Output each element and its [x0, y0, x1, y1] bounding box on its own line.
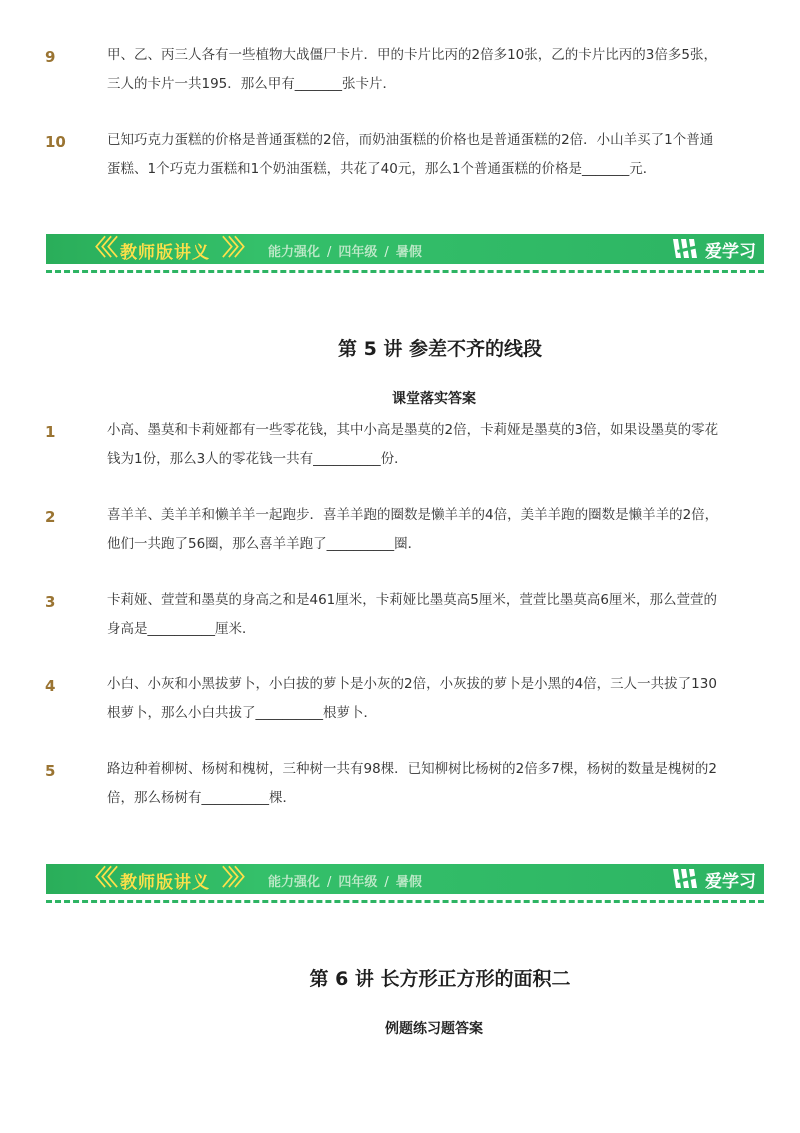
breadcrumb-item: 暑假 [395, 875, 422, 890]
question-text: 小高、墨莫和卡莉娅都有一些零花钱，其中小高是墨莫的2倍，卡莉娅是墨莫的3倍，如果设墨莫的零花钱为1份，那么3人的零花钱一共有__________份． [107, 422, 719, 467]
breadcrumb-item: 能力强化 [268, 245, 321, 260]
brand-logo [671, 866, 756, 892]
question-number: 9 [45, 48, 56, 66]
breadcrumb [268, 241, 422, 260]
breadcrumb-item: 四年级 [338, 875, 378, 890]
question-number: 4 [45, 677, 56, 695]
breadcrumb-item: 四年级 [338, 245, 378, 260]
question-number: 2 [45, 508, 56, 526]
question-text: 已知巧克力蛋糕的价格是普通蛋糕的2倍，而奶油蛋糕的价格也是普通蛋糕的2倍．小山羊买了1个普通蛋糕、1个巧克力蛋糕和1个奶油蛋糕，共花了40元，那么1个普通蛋糕的价格是_______元． [107, 132, 714, 177]
banner-title: 教师版讲义 [120, 243, 210, 263]
question-number: 3 [45, 593, 56, 611]
breadcrumb-item: 能力强化 [268, 875, 321, 890]
question-text: 卡莉娅、萱萱和墨莫的身高之和是461厘米，卡莉娅比墨莫高5厘米，萱萱比墨莫高6厘米，那么萱萱的身高是__________厘米． [107, 592, 717, 637]
section-title: 例题练习题答案 [385, 1021, 483, 1037]
question-text: 喜羊羊、美羊羊和懒羊羊一起跑步．喜羊羊跑的圈数是懒羊羊的4倍，美羊羊跑的圈数是懒羊羊的2倍，他们一共跑了56圈，那么喜羊羊跑了__________圈． [107, 507, 719, 552]
brand-logo-icon [671, 236, 701, 262]
lecture-title: 第 6 讲 长方形正方形的面积二 [309, 968, 571, 990]
breadcrumb-separator: / [384, 245, 389, 260]
chevron-right-icon: 〉〉〉 [222, 236, 252, 261]
dashed-divider [46, 270, 764, 273]
breadcrumb-separator: / [384, 875, 389, 890]
question-number: 10 [45, 133, 66, 151]
banner-title: 教师版讲义 [120, 873, 210, 893]
question-text: 路边种着柳树、杨树和槐树，三种树一共有98棵．已知柳树比杨树的2倍多7棵，杨树的数量是槐树的2倍，那么杨树有__________棵． [107, 761, 717, 806]
lecture-title: 第 5 讲 参差不齐的线段 [337, 338, 543, 360]
dashed-divider [46, 900, 764, 903]
brand-logo [671, 236, 756, 262]
question-text: 小白、小灰和小黑拔萝卜，小白拔的萝卜是小灰的2倍，小灰拔的萝卜是小黑的4倍，三人一共拔了130根萝卜，那么小白共拔了__________根萝卜． [107, 676, 717, 721]
breadcrumb-separator: / [327, 875, 332, 890]
section-title: 课堂落实答案 [392, 391, 476, 407]
page-header-banner [46, 234, 764, 278]
brand-name: 爱学习 [705, 871, 756, 892]
breadcrumb-separator: / [327, 245, 332, 260]
breadcrumb-item: 暑假 [395, 245, 422, 260]
question-number: 1 [45, 423, 56, 441]
page-header-banner [46, 864, 764, 908]
breadcrumb [268, 871, 422, 890]
brand-logo-icon [671, 866, 701, 892]
question-text: 甲、乙、丙三人各有一些植物大战僵尸卡片．甲的卡片比丙的2倍多10张，乙的卡片比丙的3倍多5张，三人的卡片一共195．那么甲有_______张卡片． [107, 47, 717, 92]
chevron-right-icon: 〉〉〉 [222, 866, 252, 891]
question-number: 5 [45, 762, 56, 780]
brand-name: 爱学习 [705, 241, 756, 262]
chevron-left-icon: 〈〈〈 [84, 866, 114, 891]
chevron-left-icon: 〈〈〈 [84, 236, 114, 261]
